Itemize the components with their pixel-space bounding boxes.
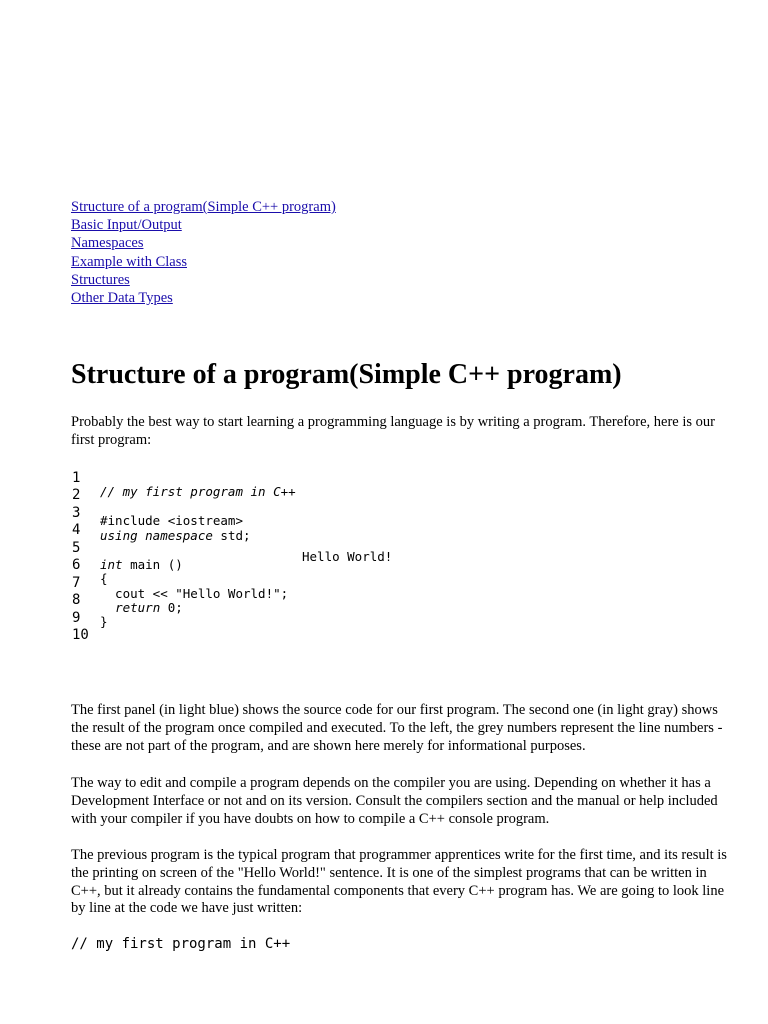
- program-output-panel: Hello World!: [302, 549, 393, 564]
- code-line: #include <iostream>: [100, 513, 243, 528]
- toc-link-other-data-types[interactable]: Other Data Types: [71, 290, 173, 307]
- paragraph-hello-world: The previous program is the typical program that programmer apprentices write for the first time, and its result is the printing on screen of the "Hello World!" sentence. It is one of the simplest programs that can be written in C++, but it already contains the fundamental components that every C++ program has. We are going to look line by line at the code we have just written:: [71, 847, 727, 917]
- code-keyword: return: [115, 600, 161, 615]
- code-line: [100, 484, 296, 499]
- toc-link-structure[interactable]: Structure of a program(Simple C++ program): [71, 199, 336, 215]
- code-line: cout << "Hello World!";: [100, 586, 289, 601]
- code-line: {: [100, 571, 108, 586]
- line-number: 1: [72, 470, 81, 486]
- code-line: using namespace std;: [100, 528, 251, 543]
- line-number: 9: [72, 610, 81, 626]
- paragraph-panels: The first panel (in light blue) shows the source code for our first program. The second one (in light gray) shows the result of the program once compiled and executed. To the left, the grey numbers represent the line numbers - these are not part of the program, and are shown here merely for informational purposes.: [71, 702, 723, 754]
- line-number: 3: [72, 505, 81, 521]
- toc-link-structures[interactable]: Structures: [71, 271, 130, 288]
- line-number: 8: [72, 592, 81, 608]
- code-comment: // my first program in C++: [100, 484, 296, 499]
- paragraph-compile: The way to edit and compile a program depends on the compiler you are using. Depending on whether it has a Development Interface or not and on its version. Consult the compilers section and the manual or help included with your compiler if you have doubts on how to compile a C++ console program.: [71, 775, 718, 827]
- code-line: return 0;: [115, 600, 183, 615]
- intro-paragraph: Probably the best way to start learning a programming language is by writing a program. Therefore, here is our first program:: [71, 414, 715, 448]
- toc-link-basic-io[interactable]: Basic Input/Output: [71, 217, 182, 234]
- toc-link-namespaces[interactable]: Namespaces: [71, 235, 144, 252]
- code-snippet: // my first program in C++: [71, 936, 291, 952]
- line-number: 2: [72, 487, 81, 503]
- table-of-contents: [71, 198, 336, 307]
- line-number: 5: [72, 540, 81, 556]
- line-number: 7: [72, 575, 81, 591]
- line-number: 4: [72, 522, 81, 538]
- section-heading: Structure of a program(Simple C++ program): [71, 359, 622, 390]
- code-keyword: int: [100, 557, 123, 572]
- code-line: }: [100, 614, 108, 629]
- code-keyword: using namespace: [100, 528, 213, 543]
- line-number: 10: [72, 627, 89, 643]
- line-number: 6: [72, 557, 81, 573]
- toc-link-example-class[interactable]: Example with Class: [71, 253, 187, 270]
- code-line: int main (): [100, 557, 183, 572]
